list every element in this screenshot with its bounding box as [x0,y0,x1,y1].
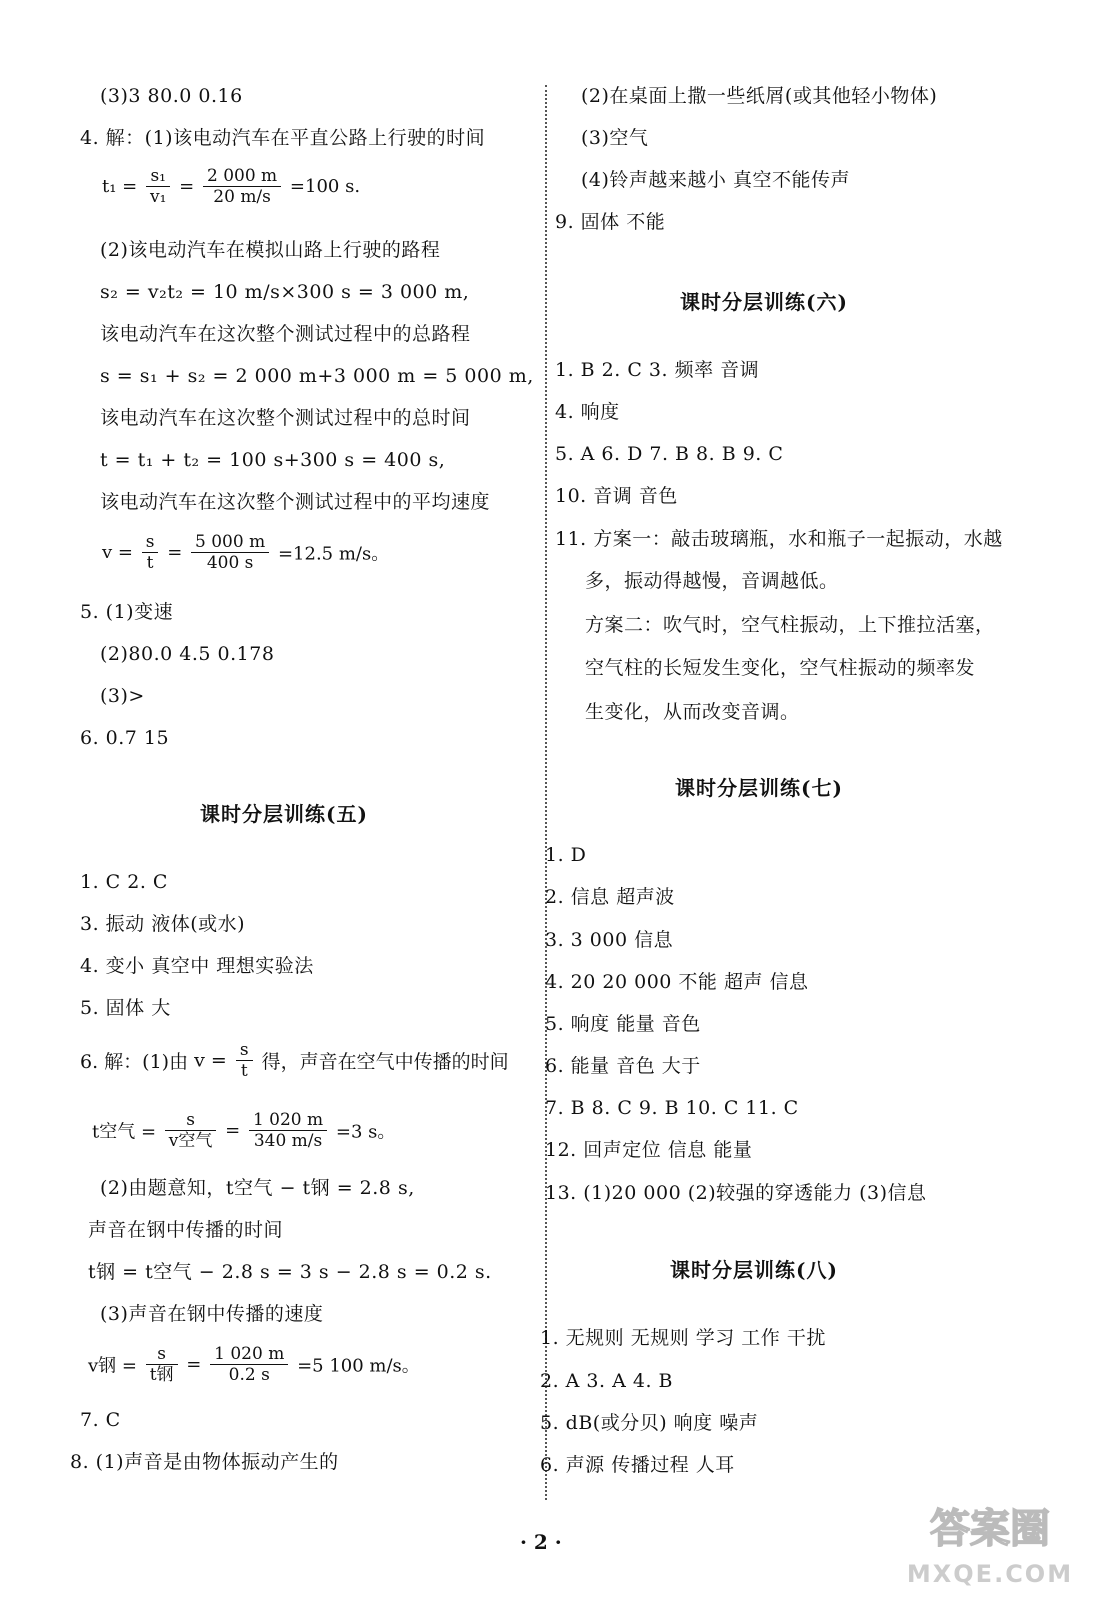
question-5: 5. (1)变速 [80,601,174,623]
answer-line: 该电动汽车在这次整个测试过程中的总路程 [100,323,471,345]
answer-line: (2)80.0 4.5 0.178 [100,643,275,665]
fraction: $\frac{s}{\text{v空气}}$ [165,1110,217,1151]
section-title-8: 课时分层训练(八) [670,1258,838,1282]
answer-line: t钢 = t空气 − 2.8 s = 3 s − 2.8 s = 0.2 s. [88,1261,492,1283]
section-title-6: 课时分层训练(六) [680,290,848,314]
page-number: · 2 · [520,1530,562,1554]
answer-line: 4. 变小 真空中 理想实验法 [80,955,314,977]
question-4: 4. 解：(1)该电动汽车在平直公路上行驶的时间 [80,127,486,149]
question-6: 6. 0.7 15 [80,727,170,749]
watermark-text-url: MXQE.COM [906,1560,1074,1588]
column-divider [545,85,547,1500]
answer-line: 5. dB(或分贝) 响度 噪声 [540,1412,759,1434]
answer-line: 声音在钢中传播的时间 [88,1219,284,1241]
watermark-text-cn: 答案圈 [930,1506,1050,1552]
answer-line: 10. 音调 音色 [555,485,678,507]
fraction: $\frac{5 000 m}{400 s}$ [191,532,269,573]
answer-line: s = s₁ + s₂ = 2 000 m+3 000 m = 5 000 m, [100,365,534,387]
answer-line: 1. B 2. C 3. 频率 音调 [555,359,760,381]
answer-line: 多，振动得越慢，音调越低。 [585,570,839,592]
fraction: $\frac{2 000 m}{20 m/s}$ [203,166,281,207]
answer-line: 该电动汽车在这次整个测试过程中的平均速度 [100,491,491,513]
answer-line: 5. 固体 大 [80,997,171,1019]
answer-line: 1. C 2. C [80,871,168,893]
fraction: $\frac{1 020 m}{0.2 s}$ [210,1344,288,1385]
answer-line: (3)空气 [581,127,649,149]
answer-line: (3)> [100,685,145,707]
answer-line: 2. 信息 超声波 [545,886,675,908]
watermark-logo [900,1500,1080,1590]
answer-line: 空气柱的长短发生变化，空气柱振动的频率发 [585,657,976,679]
answer-line: 1. 无规则 无规则 学习 工作 干扰 [540,1327,826,1349]
fraction: $\frac{s}{\text{t钢}}$ [146,1344,178,1385]
question-6-intro: 6. 解：(1)由 v = $\frac{s}{t}$ 得，声音在空气中传播的时间 [80,1040,509,1081]
answer-line: (2)由题意知，t空气 − t钢 = 2.8 s, [100,1177,415,1199]
answer-line: (3)3 80.0 0.16 [100,85,243,107]
answer-line: 方案二：吹气时，空气柱振动，上下推拉活塞， [585,614,995,636]
answer-line: 8. (1)声音是由物体振动产生的 [70,1451,339,1473]
answer-line: s₂ = v₂t₂ = 10 m/s×300 s = 3 000 m, [100,281,470,303]
answer-line: 3. 3 000 信息 [545,929,674,951]
answer-line: 11. 方案一：敲击玻璃瓶，水和瓶子一起振动，水越 [555,528,1003,550]
answer-line: 4. 响度 [555,401,620,423]
formula-average-velocity: v = $\frac{s}{t}$ = $\frac{5 000 m}{400 s}$ =12.5 m/s。 [102,532,390,573]
formula-v-steel: v钢 = $\frac{s}{\text{t钢}}$ = $\frac{1 020 m}{0.2 s}$ =5 100 m/s。 [88,1344,420,1385]
answer-line: 6. 能量 音色 大于 [545,1055,701,1077]
answer-line: 5. 响度 能量 音色 [545,1013,701,1035]
answer-line: 6. 声源 传播过程 人耳 [540,1454,735,1476]
formula-t-air: t空气 = $\frac{s}{\text{v空气}}$ = $\frac{1 020 m}{340 m/s}$ =3 s。 [92,1110,396,1151]
answer-line: t = t₁ + t₂ = 100 s+300 s = 400 s, [100,449,446,471]
section-title-5: 课时分层训练(五) [200,802,368,826]
answer-line: 1. D [545,844,587,866]
answer-line: 该电动汽车在这次整个测试过程中的总时间 [100,407,471,429]
fraction: $\frac{\text{s₁}}{\text{v₁}}$ [146,166,170,207]
fraction: $\frac{1 020 m}{340 m/s}$ [249,1110,327,1151]
fraction: $\frac{s}{t}$ [236,1040,253,1081]
fraction: $\frac{s}{t}$ [142,532,159,573]
answer-line: 4. 20 20 000 不能 超声 信息 [545,971,809,993]
answer-line: 13. (1)20 000 (2)较强的穿透能力 (3)信息 [545,1182,927,1204]
answer-line: 3. 振动 液体(或水) [80,913,246,935]
answer-line: (4)铃声越来越小 真空不能传声 [581,169,850,191]
answer-line: (2)该电动汽车在模拟山路上行驶的路程 [100,239,441,261]
section-title-7: 课时分层训练(七) [675,776,843,800]
answer-line: 7. C [80,1409,121,1431]
answer-line: 2. A 3. A 4. B [540,1370,673,1392]
answer-line: (2)在桌面上撒一些纸屑(或其他轻小物体) [581,85,938,107]
answer-line: 7. B 8. C 9. B 10. C 11. C [545,1097,799,1119]
answer-line: (3)声音在钢中传播的速度 [100,1303,324,1325]
formula-t1: t₁ = $\frac{\text{s₁}}{\text{v₁}}$ = $\frac{2 000 m}{20 m/s}$ =100 s. [102,166,361,207]
answer-line: 12. 回声定位 信息 能量 [545,1139,753,1161]
answer-line: 5. A 6. D 7. B 8. B 9. C [555,443,784,465]
answer-line: 生变化，从而改变音调。 [585,701,800,723]
answer-line: 9. 固体 不能 [555,211,666,233]
